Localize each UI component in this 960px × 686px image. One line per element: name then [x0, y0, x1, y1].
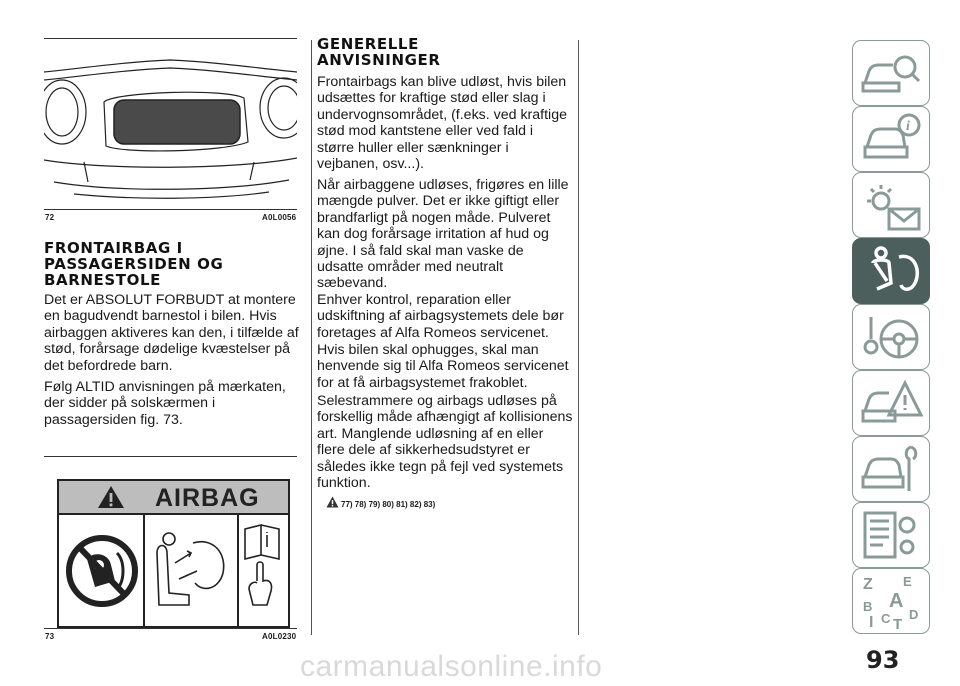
emergency-warning-icon [859, 375, 923, 431]
car-service-icon [859, 441, 923, 497]
tab-warning-lights[interactable] [852, 172, 930, 238]
index-letter-t: T [893, 616, 903, 629]
seat-airbag-deploy-icon [149, 523, 233, 619]
svg-text:i: i [906, 119, 910, 134]
steering-wheel-key-icon [859, 309, 923, 365]
index-letter-e: E [903, 574, 912, 589]
warning-lights-icon [859, 177, 923, 233]
car-search-icon [859, 45, 923, 101]
right-paragraph-5: Selestrammere og airbags udløses på forskellig måde afhængigt af kollisionens art. Manglende udløsning af en eller flere dele af sikkerhedsudstyret er således ikke tegn på fejl ved systemets funktion. [317, 393, 573, 492]
right-paragraph-1: Frontairbags kan blive udløst, hvis bilen udsættes for kraftige stød eller slag i undervognsområdet, (f.eks. ved kraftige stød mod kantstene eller ved fald i større huller eller sænkninger i vejbanen, osv...). [317, 74, 567, 173]
tab-steering-wheel-key[interactable] [852, 304, 930, 370]
tab-car-search[interactable] [852, 40, 930, 106]
index-letter-a: A [889, 590, 904, 612]
tab-technical-data[interactable] [852, 502, 930, 568]
figure-72-top-rule [44, 38, 297, 39]
no-rear-facing-child-seat-icon [65, 521, 139, 621]
index-letter-c: C [881, 611, 891, 626]
figure-73-top-rule [44, 456, 297, 457]
index-letter-b: B [863, 599, 873, 614]
page-number: 93 [866, 646, 900, 674]
column-divider-right [578, 40, 579, 635]
warning-references: 77) 78) 79) 80) 81) 82) 83) [341, 500, 436, 509]
tab-seatbelt-airbag[interactable] [852, 238, 930, 304]
right-paragraph-2: Når airbaggene udløses, frigøres en lille mængde pulver. Det er ikke giftigt eller brandfarligt på nogen måde. Pulveret kan dog forårsage irritation af hud og øjne. I så fald skal man vaske de udsatte områder med neutralt sæbevand. [317, 177, 569, 292]
right-paragraph-4: Hvis bilen skal ophugges, skal man henvende sig til Alfa Romeos servicenet for at få airbagsystemet frakoblet. [317, 342, 569, 391]
label-divider-1 [143, 515, 145, 626]
watermark: carmanualsonline.info [300, 650, 603, 683]
tab-emergency[interactable] [852, 370, 930, 436]
tab-alphabetical-index[interactable] [852, 568, 930, 634]
alphabetical-index-icon [859, 573, 923, 629]
figure-72-bottom-rule [44, 209, 297, 210]
left-paragraph-1: Det er ABSOLUT FORBUDT at montere en bagudvendt barnestol i bilen. Hvis airbaggen aktiveres kan den, i tilfælde af stød, forårsage dødelige kvæstelser på det befordrede barn. [44, 292, 299, 374]
right-section-heading: GENERELLE ANVISNINGER [317, 35, 441, 69]
airbag-label-header [59, 481, 288, 515]
warning-reference-icon [326, 496, 339, 508]
label-divider-2 [237, 515, 239, 626]
index-letter-d: D [909, 607, 919, 622]
left-paragraph-2: Følg ALTID anvisningen på mærkaten, der sidder på solskærmen i passagersiden fig. 73. [44, 379, 286, 428]
airbag-warning-label [57, 479, 290, 628]
warning-triangle-icon [97, 485, 125, 509]
figure-72-dashboard-illustration [44, 42, 297, 202]
tab-car-service[interactable] [852, 436, 930, 502]
figure-73-code: A0L0230 [262, 632, 297, 641]
figure-72-number: 72 [45, 213, 55, 222]
car-info-icon [859, 111, 923, 167]
left-section-heading: FRONTAIRBAG I PASSAGERSIDEN OG BARNESTOLE [44, 239, 224, 289]
technical-data-icon [859, 507, 923, 563]
figure-72-code: A0L0056 [262, 213, 297, 222]
column-divider-left [311, 40, 312, 635]
read-manual-icon [243, 521, 283, 621]
airbag-label-title: AIRBAG [155, 484, 260, 512]
figure-73-bottom-rule [44, 628, 297, 629]
right-paragraph-3: Enhver kontrol, reparation eller udskiftning af airbagsystemets dele bør foretages af Alfa Romeos servicenet. [317, 292, 564, 341]
figure-73-number: 73 [45, 632, 55, 641]
seatbelt-airbag-icon [859, 243, 923, 299]
tab-car-info[interactable] [852, 106, 930, 172]
index-letter-z: Z [863, 576, 873, 593]
index-letter-i: I [869, 614, 874, 629]
